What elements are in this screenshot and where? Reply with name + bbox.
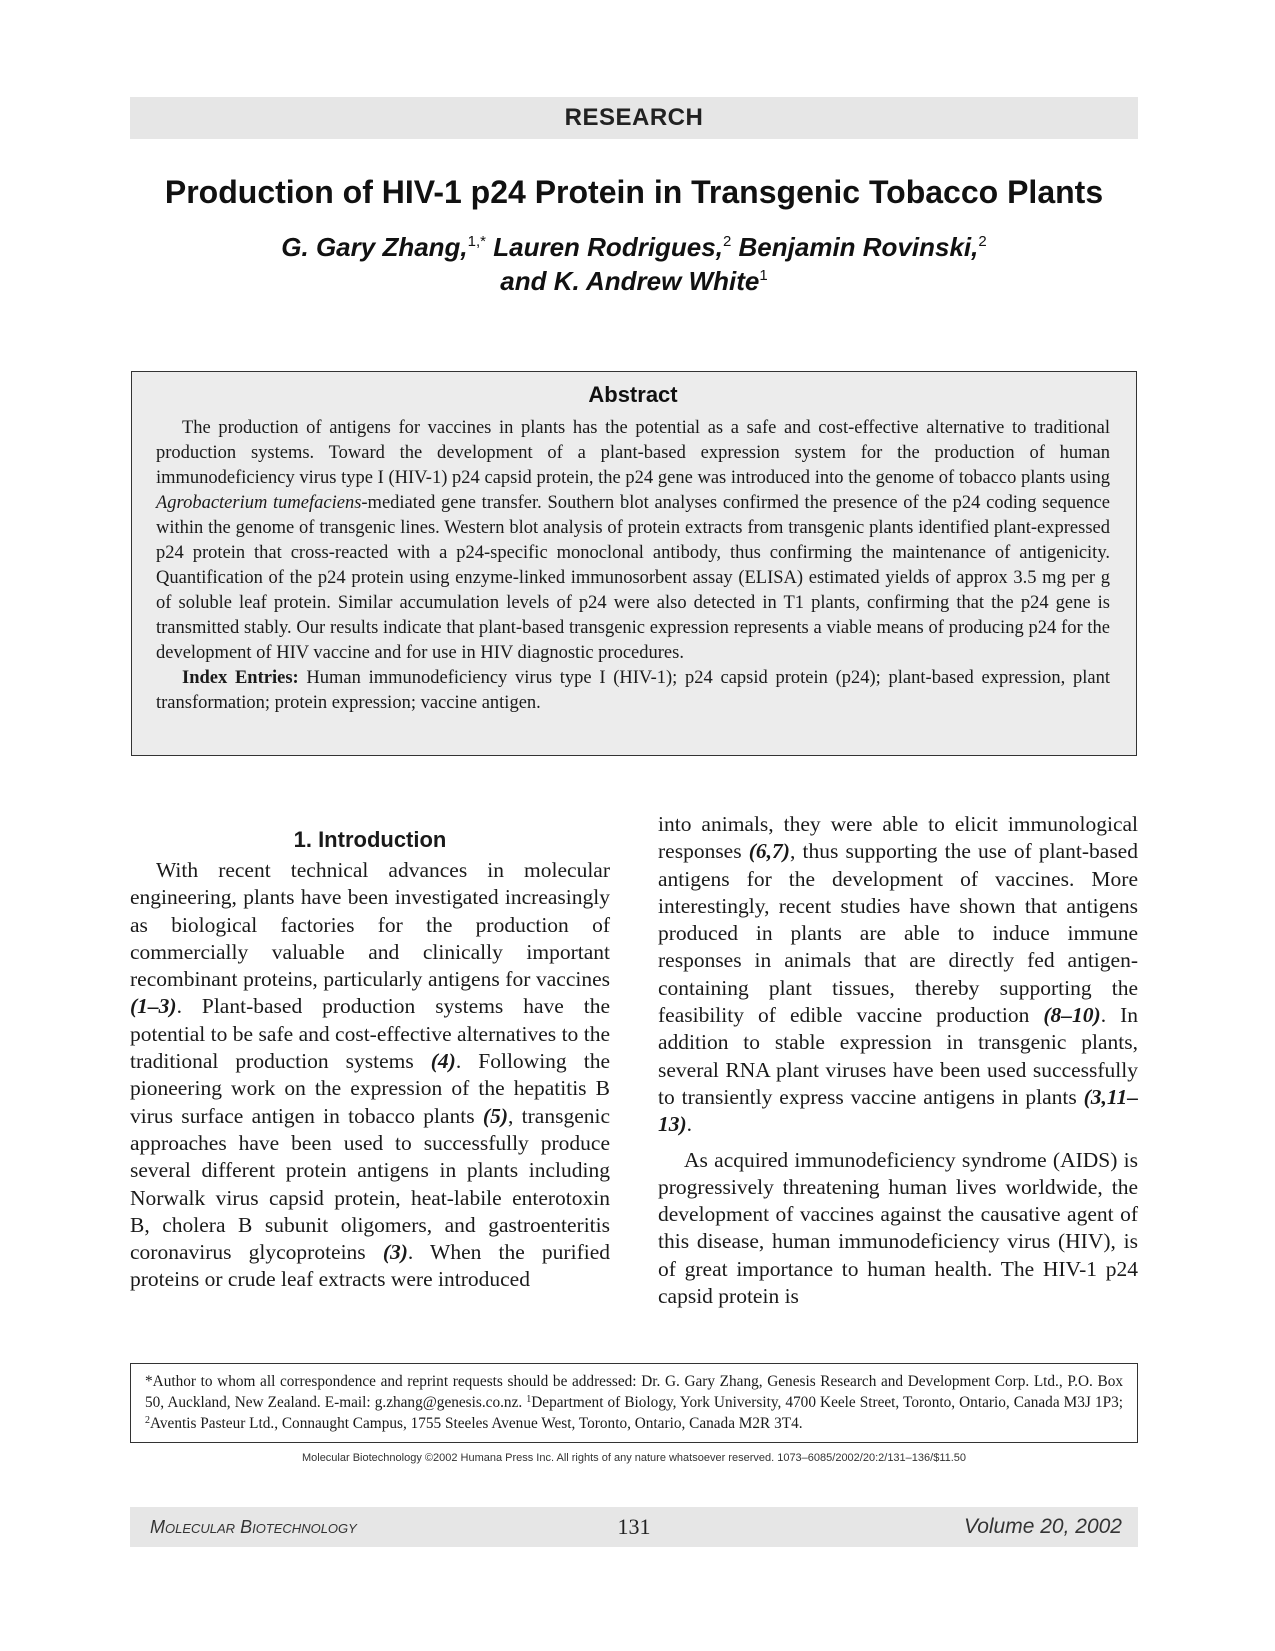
citation: (1–3) bbox=[130, 994, 177, 1019]
citation: (8–10) bbox=[1043, 1003, 1101, 1028]
author-name: G. Gary Zhang, bbox=[281, 232, 468, 262]
body-paragraph bbox=[130, 857, 610, 1294]
author-affiliation: 1,* bbox=[467, 233, 487, 250]
body-text: into animals, they were able to elicit immunological responses bbox=[658, 812, 1138, 864]
index-entries-text: Human immunodeficiency virus type I (HIV-1); p24 capsid protein (p24); plant-based expression, plant transformation; protein expression; vaccine antigen. bbox=[156, 668, 1111, 713]
author-name: Benjamin Rovinski, bbox=[738, 232, 979, 262]
body-text: , transgenic approaches have been used to successfully produce several different protein antigens in plants including Norwalk virus capsid protein, heat-labile enterotoxin B, cholera B subunit oligomers, and gastroenteritis coronavirus glycoproteins bbox=[130, 1103, 610, 1265]
author-name: and K. Andrew White bbox=[500, 266, 760, 296]
page-footer bbox=[130, 1507, 1138, 1547]
index-entries bbox=[156, 666, 1110, 716]
body-text: . bbox=[686, 1112, 693, 1137]
author-list bbox=[130, 230, 1138, 298]
body-text: With recent technical advances in molecular engineering, plants have been investigated increasingly as biological factories for the production of commercially valuable and clinically important recombinant proteins, particularly antigens for vaccines bbox=[130, 858, 610, 992]
abstract-text-part: -mediated gene transfer. Southern blot analyses confirmed the presence of the p24 coding sequence within the genome of transgenic lines. Western blot analysis of protein extracts from transgenic plants identified plant-expressed p24 protein that cross-reacted with a p24-specific monoclonal antibody, thus confirming the maintenance of antigenicity. Quantification of the p24 protein using enzyme-linked immunosorbent assay (ELISA) estimated yields of approx 3.5 mg per g of soluble leaf protein. Similar accumulation levels of p24 were also detected in T1 plants, confirming that the p24 gene is transmitted stably. Our results indicate that plant-based transgenic expression represents a viable means of producing p24 for the development of HIV vaccine and for use in HIV diagnostic procedures. bbox=[156, 493, 1110, 663]
section-banner bbox=[130, 97, 1138, 139]
correspondence-footnote bbox=[130, 1363, 1138, 1443]
footnote-text: Aventis Pasteur Ltd., Connaught Campus, 1755 Steeles Avenue West, Toronto, Ontario, Canada M2R 3T4. bbox=[150, 1415, 803, 1432]
citation: (6,7) bbox=[748, 839, 790, 864]
abstract-heading: Abstract bbox=[588, 382, 678, 407]
footnote-text: Department of Biology, York University, 4700 Keele Street, Toronto, Ontario, Canada M3J 1P3; bbox=[531, 1394, 1123, 1411]
copyright-line: Molecular Biotechnology ©2002 Humana Press Inc. All rights of any nature whatsoever reserved. 1073–6085/2002/20:2/131–136/$11.50 bbox=[301, 1452, 967, 1464]
author-name: Lauren Rodrigues, bbox=[493, 232, 723, 262]
left-column bbox=[130, 826, 610, 1294]
footnote-marker: 1 bbox=[526, 1394, 532, 1405]
author-affiliation: 2 bbox=[722, 233, 732, 250]
author-affiliation: 2 bbox=[978, 233, 987, 250]
citation: (3,11–13) bbox=[658, 1084, 1138, 1137]
author-affiliation: 1 bbox=[759, 267, 768, 284]
citation: (4) bbox=[430, 1049, 456, 1074]
body-text: . Following the pioneering work on the expression of the hepatitis B virus surface antigen in tobacco plants bbox=[130, 1049, 610, 1128]
citation: (5) bbox=[482, 1103, 508, 1128]
right-column bbox=[658, 811, 1138, 1310]
species-name: Agrobacterium tumefaciens bbox=[156, 493, 362, 513]
index-entries-label: Index Entries: bbox=[182, 668, 299, 688]
body-text: . In addition to stable expression in transgenic plants, several RNA plant viruses have been used successfully to transiently express vaccine antigens in plants bbox=[658, 1003, 1138, 1109]
body-paragraph bbox=[658, 811, 1138, 1139]
citation: (3) bbox=[382, 1240, 408, 1265]
volume-info: Volume 20, 2002 bbox=[963, 1515, 1122, 1538]
abstract-box bbox=[131, 371, 1137, 756]
journal-name: Molecular Biotechnology bbox=[150, 1516, 357, 1537]
body-text: . When the purified proteins or crude leaf extracts were introduced bbox=[130, 1240, 610, 1292]
section-label: RESEARCH bbox=[564, 104, 704, 131]
body-paragraph: As acquired immunodeficiency syndrome (AIDS) is progressively threatening human lives worldwide, the development of vaccines against the causative agent of this disease, human immunodeficiency virus (HIV), is of great importance to human health. The HIV-1 p24 capsid protein is bbox=[658, 1147, 1138, 1309]
footnote-text: *Author to whom all correspondence and reprint requests should be addressed: Dr. G. Gary Zhang, Genesis Research and Development Corp. Ltd., P.O. Box 50, Auckland, New Zealand. E-mail: g.zhang@genesis.co.nz. bbox=[145, 1373, 1123, 1411]
footnote-marker: 2 bbox=[145, 1415, 150, 1426]
body-text: . Plant-based production systems have the potential to be safe and cost-effective alternatives to the traditional production systems bbox=[130, 994, 610, 1074]
article-title: Production of HIV-1 p24 Protein in Transgenic Tobacco Plants bbox=[164, 174, 1104, 210]
section-heading: 1. Introduction bbox=[293, 827, 447, 852]
body-text: , thus supporting the use of plant-based antigens for the development of vaccines. More interestingly, recent studies have shown that antigens produced in plants are able to induce immune responses in animals that are directly fed antigen-containing plant tissues, thereby supporting the feasibility of edible vaccine production bbox=[658, 839, 1138, 1028]
page-number: 131 bbox=[617, 1514, 651, 1539]
abstract-text bbox=[156, 416, 1110, 666]
abstract-text-part: The production of antigens for vaccines in plants has the potential as a safe and cost-effective alternative to traditional production systems. Toward the development of a plant-based expression system for the production of human immunodeficiency virus type I (HIV-1) p24 capsid protein, the p24 gene was introduced into the genome of tobacco plants using bbox=[156, 418, 1110, 488]
